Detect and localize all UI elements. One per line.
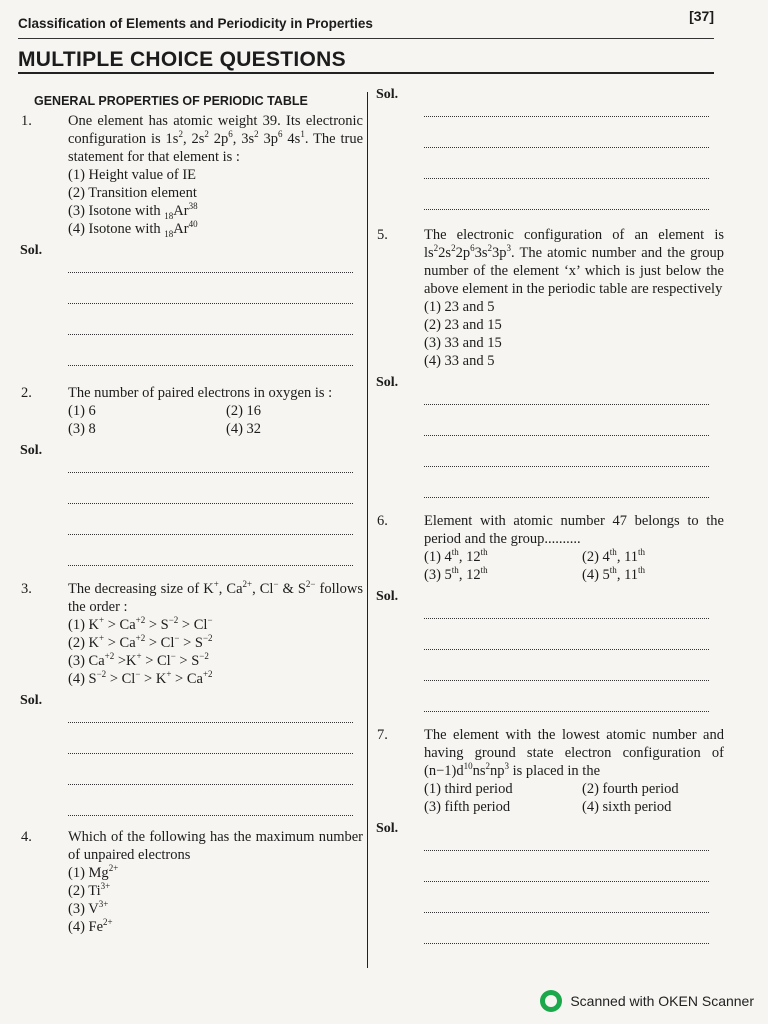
oken-scanner-logo-icon [540, 990, 562, 1012]
question-text: The decreasing size of K+, $Ca^{2+}$, Cl− & $S^{2-}$ follows the order : [68, 579, 363, 615]
answer-dotted-line [68, 304, 353, 335]
options [68, 402, 363, 438]
question-number: 3. [21, 581, 32, 597]
question-7 [374, 726, 724, 816]
scanner-watermark [540, 990, 754, 1012]
question-3 [18, 580, 363, 688]
page-number: [37] [689, 8, 714, 24]
answer-dotted-line [424, 436, 709, 467]
answer-dotted-line [424, 179, 709, 210]
sol-label: Sol. [20, 693, 43, 708]
section-title: GENERAL PROPERTIES OF PERIODIC TABLE [34, 94, 308, 108]
question-number: 1. [21, 113, 32, 129]
answer-dotted-line [68, 754, 353, 785]
option-2: (2) $K^+ > Ca^{+2} > Cl^- > S^{-2}$ [68, 633, 213, 651]
answer-dotted-line [68, 335, 353, 366]
sol-label: Sol. [376, 821, 399, 836]
option-1: (1) Height value of IE [68, 167, 197, 183]
question-2 [18, 384, 363, 438]
option-4: (4) 5th, 11th [582, 565, 646, 583]
answer-dotted-line [424, 650, 709, 681]
option-4: (4) $Fe^{2+}$ [68, 917, 113, 935]
options [424, 548, 724, 584]
answer-dotted-line [68, 504, 353, 535]
answer-dotted-line [424, 619, 709, 650]
right-column [374, 88, 724, 944]
question-number: 7. [377, 727, 388, 743]
option-1: (1) 23 and 5 [424, 299, 495, 315]
left-column [18, 88, 363, 936]
option-3: (3) 33 and 15 [424, 335, 502, 351]
answer-dotted-line [68, 535, 353, 566]
page-header [18, 8, 714, 40]
answer-dotted-line [424, 148, 709, 179]
question-text: Which of the following has the maximum number of unpaired electrons [68, 829, 363, 863]
option-1: (1) $Mg^{2+}$ [68, 863, 119, 881]
heading-rule [18, 72, 714, 74]
answer-dotted-line [424, 882, 709, 913]
question-number: 6. [377, 513, 388, 529]
option-3: (3) 5th, 12th [424, 565, 488, 583]
option-3: (3) Isotone with $_{18}Ar^{38}$ [68, 201, 198, 221]
question-text: The number of paired electrons in oxygen is : [68, 385, 333, 401]
sol-label: Sol. [20, 243, 43, 258]
option-4: (4) 33 and 5 [424, 353, 495, 369]
option-1: (1) $K^+ > Ca^{+2} > S^{-2} > Cl^-$ [68, 615, 213, 633]
option-2: (2) fourth period [582, 781, 679, 797]
chapter-title: Classification of Elements and Periodicity in Properties [18, 16, 373, 31]
answer-dotted-line [68, 723, 353, 754]
option-2: (2) $Ti^{3+}$ [68, 881, 111, 899]
option-2: (2) 23 and 15 [424, 317, 502, 333]
solution-5 [374, 374, 724, 498]
question-4 [18, 828, 363, 936]
option-3: (3) $Ca^{+2} >K^+ > Cl^- > S^{-2}$ [68, 651, 209, 669]
question-text: The element with the lowest atomic number and having ground state electron configuration of $(n-1)d^{10}ns^2np^3$ is placed in the [424, 727, 724, 779]
question-text: One element has atomic weight 39. Its electronic configuration is $1s^2$, $2s^2$ $2p^6$, $3s^2$ $3p^6$ $4s^1$. The true statement for that element is : [68, 113, 364, 165]
answer-dotted-line [424, 86, 709, 117]
question-1 [18, 112, 363, 238]
answer-dotted-line [68, 442, 353, 473]
answer-dotted-line [424, 681, 709, 712]
question-text: Element with atomic number 47 belongs to the period and the group.......... [424, 513, 724, 547]
answer-dotted-line [424, 374, 709, 405]
sol-label: Sol. [376, 87, 399, 102]
answer-dotted-line [424, 117, 709, 148]
sol-label: Sol. [376, 589, 399, 604]
answer-dotted-line [424, 588, 709, 619]
answer-dotted-line [424, 851, 709, 882]
answer-dotted-line [68, 242, 353, 273]
column-divider [367, 92, 368, 968]
option-4: (4) Isotone with $_{18}Ar^{40}$ [68, 219, 198, 239]
answer-dotted-line [424, 913, 709, 944]
answer-dotted-line [68, 473, 353, 504]
option-3: (3) $V^{3+}$ [68, 899, 109, 917]
question-number: 5. [377, 227, 388, 243]
solution-7 [374, 820, 724, 944]
options [68, 864, 363, 936]
answer-dotted-line [424, 405, 709, 436]
answer-dotted-line [68, 273, 353, 304]
question-text: The electronic configuration of an element is $ls^22s^22p^63s^23p^3$. The atomic number and the group number of the element ‘x’ which is just below the above element in the periodic table are respectively [424, 227, 724, 297]
header-rule [18, 38, 714, 39]
option-1: (1) 6 [68, 403, 96, 419]
solution-6 [374, 588, 724, 712]
options [424, 780, 724, 816]
option-2: (2) 16 [226, 403, 262, 419]
sol-label: Sol. [376, 375, 399, 390]
answer-dotted-line [68, 692, 353, 723]
option-4: (4) 32 [226, 421, 262, 437]
option-1: (1) third period [424, 781, 513, 797]
solution-2 [18, 442, 363, 566]
options [424, 298, 724, 370]
options [68, 616, 363, 688]
solution-1 [18, 242, 363, 366]
option-3: (3) 8 [68, 421, 96, 437]
option-1: (1) 4th, 12th [424, 547, 488, 565]
option-4: (4) $S^{-2} > Cl^- > K^+ > Ca^{+2}$ [68, 669, 213, 687]
question-5 [374, 226, 724, 370]
solution-3 [18, 692, 363, 816]
question-6 [374, 512, 724, 584]
options [68, 166, 363, 238]
answer-dotted-line [424, 467, 709, 498]
scanner-text: Scanned with OKEN Scanner [570, 993, 754, 1009]
question-number: 2. [21, 385, 32, 401]
option-4: (4) sixth period [582, 799, 672, 815]
sol-label: Sol. [20, 443, 43, 458]
main-heading: MULTIPLE CHOICE QUESTIONS [18, 48, 346, 71]
option-3: (3) fifth period [424, 799, 511, 815]
solution-4 [374, 86, 724, 210]
option-2: (2) Transition element [68, 185, 197, 201]
answer-dotted-line [424, 820, 709, 851]
answer-dotted-line [68, 785, 353, 816]
question-number: 4. [21, 829, 32, 845]
option-2: (2) 4th, 11th [582, 547, 646, 565]
